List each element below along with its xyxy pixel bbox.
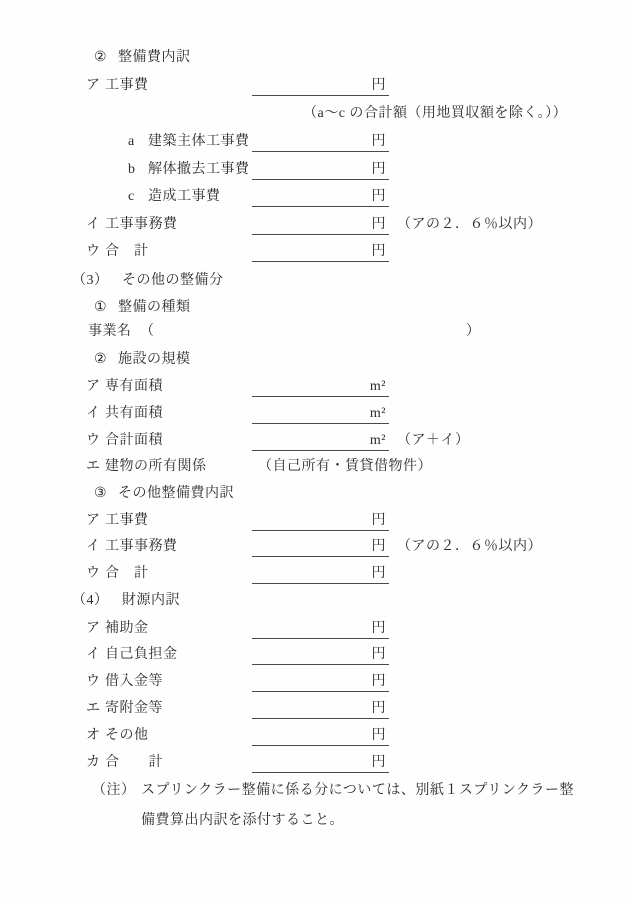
row-other-funding [0,725,630,747]
fill-in-blank [252,536,389,557]
fill-in-blank [252,403,389,424]
row-shared-area [0,403,630,425]
item-title: 整備費内訳 [118,50,191,65]
choice-note: （自己所有・賃貸借物件） [258,459,432,474]
unit-label: 円 [371,674,386,689]
unit-label: 円 [371,78,386,93]
item3-header [0,483,630,505]
fill-in-blank [252,430,389,451]
fill-in-blank [252,671,389,692]
row-land-development-cost [0,186,630,208]
row-loans [0,671,630,693]
fill-in-blank [252,510,389,531]
row-kana: イ [86,217,101,232]
row-label: 合計面積 [105,433,163,448]
unit-label: 円 [371,189,386,204]
fill-in-blank [252,131,389,152]
unit-label: 円 [371,244,386,259]
constraint-note: （ア＋イ） [397,433,470,448]
row-label: 自己負担金 [105,647,178,662]
row-letter: c [128,189,135,204]
unit-label: 円 [371,217,386,232]
item-title: その他整備費内訳 [118,486,234,501]
section-number: （4） [72,593,109,608]
footnote-line1 [0,780,630,802]
row-label: 造成工事費 [148,189,221,204]
row-label: 借入金等 [105,674,163,689]
row-label: 合 計 [105,566,149,581]
row-construction-admin-cost [0,214,630,236]
unit-label: m² [369,433,386,448]
fill-in-blank [252,618,389,639]
fill-in-blank [252,214,389,235]
section-title: その他の整備分 [122,273,224,288]
unit-label: 円 [371,647,386,662]
row-other-admin-cost [0,536,630,558]
item1-header [0,297,630,319]
fill-in-blank [252,75,389,96]
row-other-construction-cost [0,510,630,532]
row-exclusive-area [0,376,630,398]
unit-label: 円 [371,755,386,770]
row-label: 建築主体工事費 [148,134,250,149]
row-subsidy [0,618,630,640]
parenthetical-note: （a〜c の合計額（用地買収額を除く。）） [303,106,568,121]
item-title: 施設の規模 [118,352,191,367]
row-label: 工事事務費 [105,217,178,232]
row-main-building-cost [0,131,630,153]
fill-in-blank [252,698,389,719]
unit-label: m² [369,406,386,421]
row-letter: b [128,162,136,177]
section-title: 財源内訳 [122,593,180,608]
unit-label: 円 [371,621,386,636]
fill-in-blank [252,752,389,773]
fill-in-blank [252,644,389,665]
item2-header [0,47,630,69]
item-number: ② [94,50,108,65]
row-kana: カ [86,755,101,770]
footnote-marker: （注） [92,783,136,798]
open-paren: （ [140,324,155,339]
row-sum-note [0,103,630,125]
row-label: 工事費 [105,78,149,93]
item-title: 整備の種類 [118,300,191,315]
close-paren: ） [466,324,481,339]
footnote-text: 備費算出内訳を添付すること。 [141,813,344,828]
row-kana: イ [86,647,101,662]
item2b-header [0,349,630,371]
fill-in-blank [252,376,389,397]
row-donations [0,698,630,720]
row-label: 専有面積 [105,379,163,394]
row-kana: ウ [86,433,101,448]
fill-in-blank [252,186,389,207]
constraint-note: （アの２．６％以内） [397,217,542,232]
row-kana: オ [86,728,101,743]
section4-header [0,590,630,612]
unit-label: 円 [371,566,386,581]
row-kana: ウ [86,674,101,689]
row-kana: ア [86,379,101,394]
item-number: ② [94,352,108,367]
unit-label: 円 [371,539,386,554]
row-label: 補助金 [105,621,149,636]
unit-label: m² [369,379,386,394]
row-kana: ウ [86,244,101,259]
unit-label: 円 [371,701,386,716]
row-subtotal [0,241,630,263]
row-project-name [0,321,630,343]
row-kana: ア [86,513,101,528]
unit-label: 円 [371,134,386,149]
row-label: 合 計 [105,755,163,770]
unit-label: 円 [371,728,386,743]
row-label: その他 [105,728,149,743]
row-kana: ア [86,78,101,93]
row-label: 工事費 [105,513,149,528]
row-construction-cost [0,75,630,97]
item-number: ③ [94,486,108,501]
row-label: 事業名 [88,324,132,339]
item-number: ① [94,300,108,315]
unit-label: 円 [371,162,386,177]
footnote-text: スプリンクラー整備に係る分については、別紙１スプリンクラー整 [141,783,575,798]
section3-header [0,270,630,292]
row-funding-total [0,752,630,774]
row-total-area [0,430,630,452]
row-building-ownership [0,456,630,478]
row-self-funding [0,644,630,666]
row-kana: イ [86,406,101,421]
row-kana: ウ [86,566,101,581]
row-kana: ア [86,621,101,636]
fill-in-blank [252,159,389,180]
row-demolition-cost [0,159,630,181]
row-other-subtotal [0,563,630,585]
unit-label: 円 [371,513,386,528]
row-label: 建物の所有関係 [105,459,207,474]
row-letter: a [128,134,135,149]
footnote-line2 [0,810,630,832]
row-label: 合 計 [105,244,149,259]
row-kana: エ [86,459,101,474]
fill-in-blank [252,563,389,584]
row-label: 解体撤去工事費 [148,162,250,177]
row-label: 寄附金等 [105,701,163,716]
constraint-note: （アの２．６％以内） [397,539,542,554]
fill-in-blank [252,725,389,746]
row-label: 工事事務費 [105,539,178,554]
section-number: （3） [72,273,109,288]
fill-in-blank [252,241,389,262]
row-kana: イ [86,539,101,554]
row-label: 共有面積 [105,406,163,421]
row-kana: エ [86,701,101,716]
